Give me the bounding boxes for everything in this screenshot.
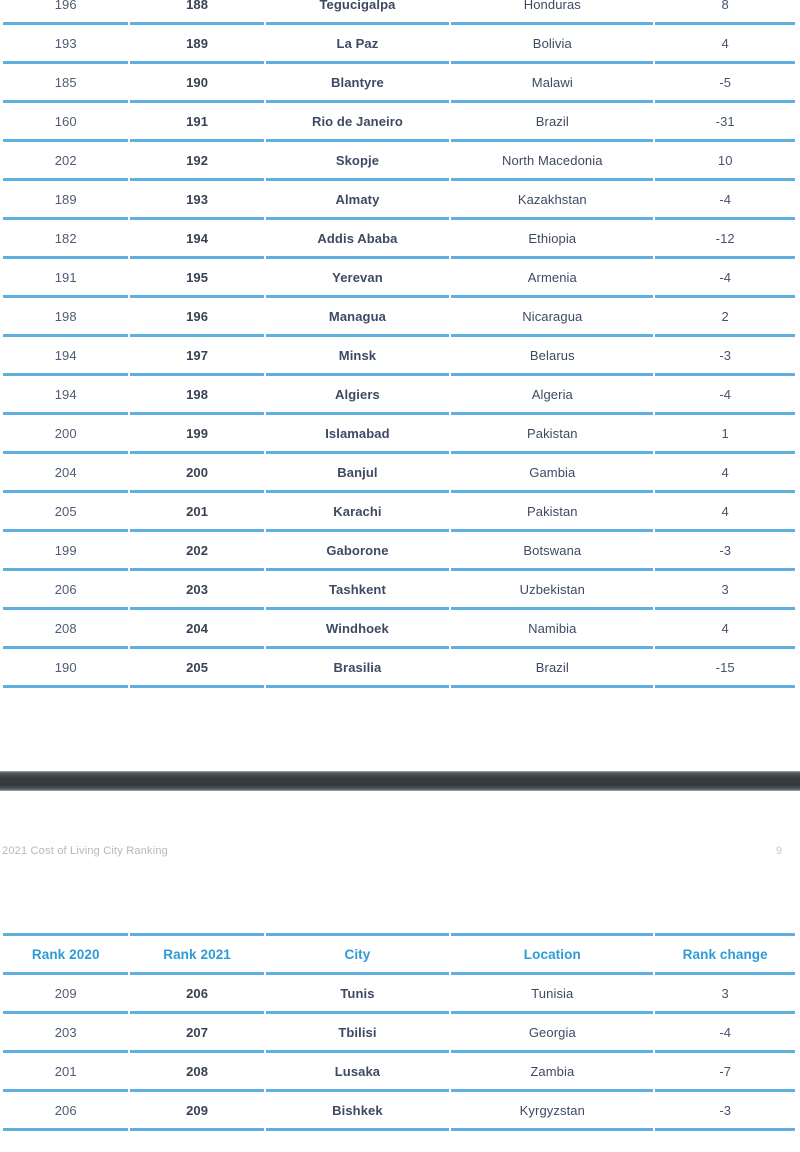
- rank-change-cell: 1: [655, 415, 795, 454]
- location-cell: Kazakhstan: [451, 181, 653, 220]
- rank-2020-cell: 191: [3, 259, 128, 298]
- rank-2021-cell: 206: [130, 975, 263, 1014]
- rank-2020-cell: 194: [3, 337, 128, 376]
- city-cell: Karachi: [266, 493, 449, 532]
- rank-2020-cell: 185: [3, 64, 128, 103]
- rank-change-cell: 3: [655, 571, 795, 610]
- location-cell: Honduras: [451, 0, 653, 25]
- rank-2021-cell: 197: [130, 337, 263, 376]
- table-row: [3, 975, 795, 1014]
- table-row: [3, 103, 795, 142]
- location-cell: Brazil: [451, 649, 653, 688]
- table-row: [3, 571, 795, 610]
- table-row: [3, 0, 795, 25]
- header-rank-change: Rank change: [655, 933, 795, 975]
- city-cell: Tunis: [266, 975, 449, 1014]
- location-cell: Malawi: [451, 64, 653, 103]
- rank-2021-cell: 202: [130, 532, 263, 571]
- location-cell: Pakistan: [451, 415, 653, 454]
- rank-2021-cell: 205: [130, 649, 263, 688]
- rank-2021-cell: 188: [130, 0, 263, 25]
- rank-change-cell: 4: [655, 25, 795, 64]
- location-cell: Pakistan: [451, 493, 653, 532]
- rank-2020-cell: 202: [3, 142, 128, 181]
- rank-2021-cell: 208: [130, 1053, 263, 1092]
- city-cell: Tashkent: [266, 571, 449, 610]
- table-row: [3, 532, 795, 571]
- table-row: [3, 181, 795, 220]
- rank-2020-cell: 194: [3, 376, 128, 415]
- location-cell: Namibia: [451, 610, 653, 649]
- rank-2021-cell: 204: [130, 610, 263, 649]
- rank-2020-cell: 160: [3, 103, 128, 142]
- city-cell: Tbilisi: [266, 1014, 449, 1053]
- rank-change-cell: 4: [655, 610, 795, 649]
- city-cell: Managua: [266, 298, 449, 337]
- rank-2021-cell: 194: [130, 220, 263, 259]
- rank-2020-cell: 193: [3, 25, 128, 64]
- location-cell: North Macedonia: [451, 142, 653, 181]
- location-cell: Bolivia: [451, 25, 653, 64]
- table-row: [3, 610, 795, 649]
- header-rank-2020: Rank 2020: [3, 933, 128, 975]
- city-cell: Skopje: [266, 142, 449, 181]
- table-row: [3, 1053, 795, 1092]
- city-cell: Algiers: [266, 376, 449, 415]
- location-cell: Zambia: [451, 1053, 653, 1092]
- table-row: [3, 298, 795, 337]
- rank-2021-cell: 207: [130, 1014, 263, 1053]
- city-cell: Lusaka: [266, 1053, 449, 1092]
- rank-2021-cell: 193: [130, 181, 263, 220]
- location-cell: Botswana: [451, 532, 653, 571]
- rank-change-cell: -7: [655, 1053, 795, 1092]
- rank-2020-cell: 203: [3, 1014, 128, 1053]
- rank-change-cell: -4: [655, 259, 795, 298]
- rank-change-cell: -3: [655, 1092, 795, 1131]
- rank-2020-cell: 196: [3, 0, 128, 25]
- rank-2020-cell: 201: [3, 1053, 128, 1092]
- city-cell: Rio de Janeiro: [266, 103, 449, 142]
- header-location: Location: [451, 933, 653, 975]
- rank-2021-cell: 198: [130, 376, 263, 415]
- rank-change-cell: 4: [655, 454, 795, 493]
- table-row: [3, 454, 795, 493]
- location-cell: Nicaragua: [451, 298, 653, 337]
- rank-2021-cell: 196: [130, 298, 263, 337]
- page-separator-bar: [0, 771, 800, 791]
- city-ranking-table: [3, 933, 795, 1131]
- rank-2021-cell: 192: [130, 142, 263, 181]
- city-cell: Minsk: [266, 337, 449, 376]
- rank-2020-cell: 206: [3, 571, 128, 610]
- city-cell: Tegucigalpa: [266, 0, 449, 25]
- rank-change-cell: 8: [655, 0, 795, 25]
- rank-2020-cell: 200: [3, 415, 128, 454]
- header-rank-2021: Rank 2021: [130, 933, 263, 975]
- rank-change-cell: -3: [655, 337, 795, 376]
- rank-2020-cell: 208: [3, 610, 128, 649]
- city-cell: Banjul: [266, 454, 449, 493]
- rank-change-cell: 10: [655, 142, 795, 181]
- rank-2021-cell: 201: [130, 493, 263, 532]
- rank-2020-cell: 206: [3, 1092, 128, 1131]
- header-city: City: [266, 933, 449, 975]
- city-cell: Bishkek: [266, 1092, 449, 1131]
- location-cell: Kyrgyzstan: [451, 1092, 653, 1131]
- footer-page-number: 9: [775, 845, 782, 857]
- footer-document-title: 2021 Cost of Living City Ranking: [2, 845, 168, 857]
- rank-change-cell: -12: [655, 220, 795, 259]
- table-header-row: [3, 933, 795, 975]
- rank-2021-cell: 203: [130, 571, 263, 610]
- rank-2021-cell: 199: [130, 415, 263, 454]
- rank-2021-cell: 200: [130, 454, 263, 493]
- rank-2021-cell: 191: [130, 103, 263, 142]
- city-cell: Addis Ababa: [266, 220, 449, 259]
- rank-2020-cell: 182: [3, 220, 128, 259]
- rank-change-cell: 3: [655, 975, 795, 1014]
- rank-2020-cell: 205: [3, 493, 128, 532]
- table-row: [3, 1014, 795, 1053]
- rank-2020-cell: 198: [3, 298, 128, 337]
- city-cell: Blantyre: [266, 64, 449, 103]
- rank-2020-cell: 204: [3, 454, 128, 493]
- rank-2020-cell: 199: [3, 532, 128, 571]
- city-cell: Almaty: [266, 181, 449, 220]
- rank-2020-cell: 190: [3, 649, 128, 688]
- table-row: [3, 493, 795, 532]
- table-row: [3, 376, 795, 415]
- rank-2021-cell: 209: [130, 1092, 263, 1131]
- table-row: [3, 220, 795, 259]
- location-cell: Ethiopia: [451, 220, 653, 259]
- city-cell: Yerevan: [266, 259, 449, 298]
- rank-change-cell: -15: [655, 649, 795, 688]
- rank-change-cell: 4: [655, 493, 795, 532]
- city-cell: Windhoek: [266, 610, 449, 649]
- location-cell: Brazil: [451, 103, 653, 142]
- table-row: [3, 1092, 795, 1131]
- page-footer: [2, 843, 782, 859]
- table-row: [3, 415, 795, 454]
- city-cell: La Paz: [266, 25, 449, 64]
- rank-2020-cell: 209: [3, 975, 128, 1014]
- rank-change-cell: -3: [655, 532, 795, 571]
- location-cell: Georgia: [451, 1014, 653, 1053]
- city-ranking-table-continued: [3, 0, 795, 688]
- table-row: [3, 25, 795, 64]
- rank-change-cell: -5: [655, 64, 795, 103]
- rank-change-cell: 2: [655, 298, 795, 337]
- table-row: [3, 142, 795, 181]
- city-cell: Islamabad: [266, 415, 449, 454]
- location-cell: Gambia: [451, 454, 653, 493]
- location-cell: Armenia: [451, 259, 653, 298]
- rank-change-cell: -4: [655, 1014, 795, 1053]
- rank-change-cell: -4: [655, 376, 795, 415]
- rank-change-cell: -4: [655, 181, 795, 220]
- table-row: [3, 649, 795, 688]
- rank-2020-cell: 189: [3, 181, 128, 220]
- location-cell: Algeria: [451, 376, 653, 415]
- table-row: [3, 337, 795, 376]
- table-row: [3, 259, 795, 298]
- location-cell: Belarus: [451, 337, 653, 376]
- location-cell: Uzbekistan: [451, 571, 653, 610]
- rank-2021-cell: 190: [130, 64, 263, 103]
- location-cell: Tunisia: [451, 975, 653, 1014]
- rank-change-cell: -31: [655, 103, 795, 142]
- rank-2021-cell: 195: [130, 259, 263, 298]
- table-row: [3, 64, 795, 103]
- city-cell: Gaborone: [266, 532, 449, 571]
- rank-2021-cell: 189: [130, 25, 263, 64]
- city-cell: Brasilia: [266, 649, 449, 688]
